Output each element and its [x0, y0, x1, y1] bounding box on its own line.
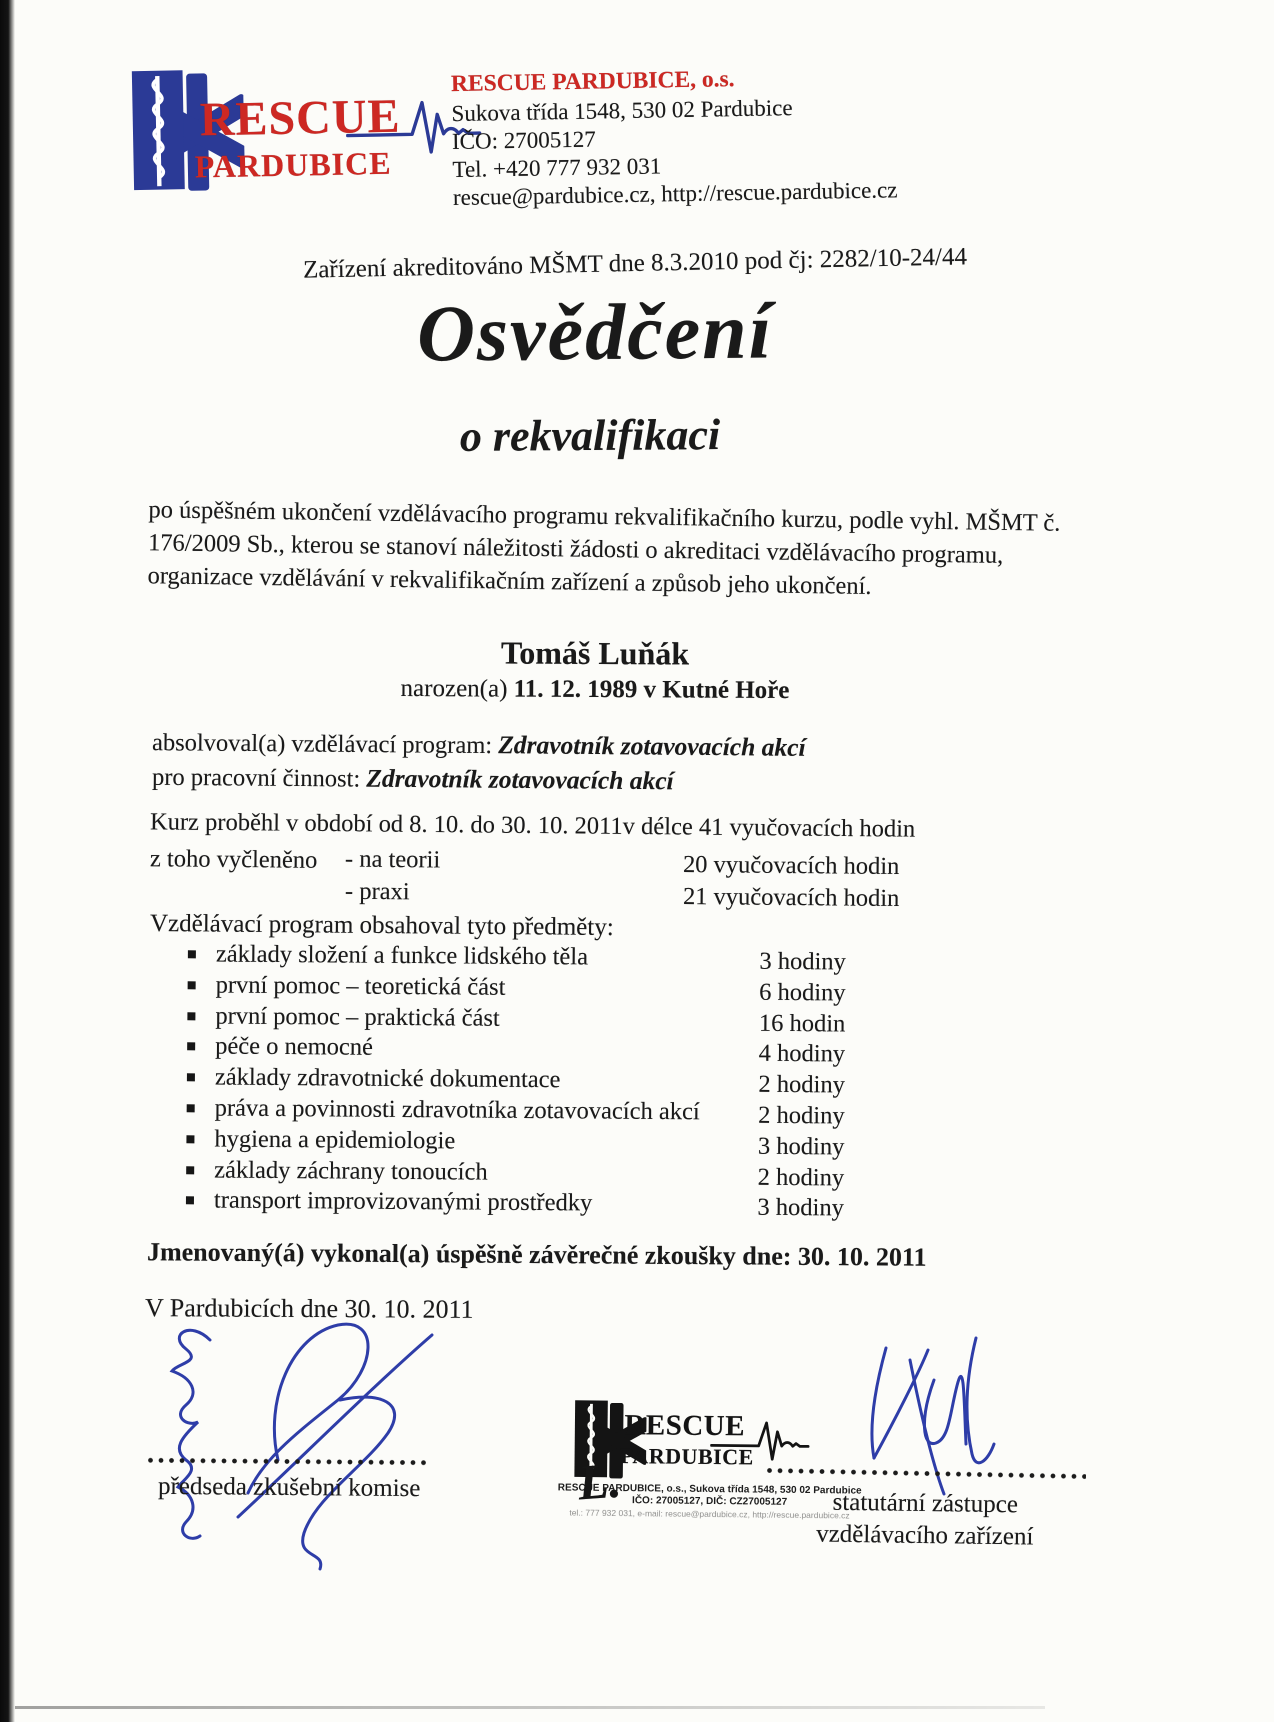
bullet-icon	[187, 1104, 195, 1112]
person-birth-line	[0, 673, 1190, 707]
program-occupation-line	[152, 762, 674, 797]
stamp-contact-line: tel.: 777 932 031, e-mail: rescue@pardubice.cz, http://rescue.pardubice.cz	[569, 1507, 850, 1521]
intro-paragraph	[147, 493, 1060, 606]
intro-line-3: organizace vzdělávání v rekvalifikačním zařízení a způsob jeho ukončení.	[147, 562, 872, 600]
program-completed-value: Zdravotník zotavovacích akcí	[498, 730, 806, 762]
subject-hours: 3 hodiny	[759, 947, 846, 976]
program-occupation-label: pro pracovní činnost:	[151, 763, 367, 793]
program-occupation-value: Zdravotník zotavovacích akcí	[366, 763, 674, 796]
course-period-line: Kurz proběhl v období od 8. 10. do 30. 10. 2011v délce 41 vyučovacích hodin	[149, 808, 916, 843]
subject-name: základy zdravotnické dokumentace	[214, 1063, 561, 1094]
subject-name: práva a povinnosti zdravotníka zotavovacích akcí	[214, 1094, 700, 1126]
subject-hours: 6 hodiny	[759, 978, 846, 1007]
document-title: Osvědčení	[416, 287, 774, 379]
subject-hours: 3 hodiny	[757, 1132, 845, 1161]
stamp-address-line: RESCUE PARDUBICE, o.s., Sukova třída 1548, 530 02 Pardubice	[557, 1482, 862, 1497]
stamp-ids-line: IČO: 27005127, DIČ: CZ27005127	[632, 1495, 788, 1508]
stamp-text-pardubice: PARDUBICE	[619, 1443, 754, 1470]
subject-name: první pomoc – teoretická část	[215, 971, 506, 1001]
ekg-line-stamp-icon	[710, 1412, 821, 1471]
subject-row	[148, 1186, 844, 1222]
document-subtitle: o rekvalifikaci	[459, 410, 721, 461]
intro-line-2: 176/2009 Sb., kterou se stanoví náležitosti žádosti o akreditaci vzdělávacího programu,	[147, 529, 1004, 569]
subject-name: hygiena a epidemiologie	[214, 1125, 456, 1155]
scan-bottom-shadow	[15, 1706, 1045, 1709]
org-ico: IČO: 27005127	[451, 126, 596, 155]
bullet-icon	[188, 950, 196, 958]
subject-name: první pomoc – praktická část	[215, 1002, 500, 1032]
theory-hours: 20 vyučovacích hodin	[682, 850, 900, 881]
role-right-line-1: statutární zástupce	[832, 1488, 1019, 1519]
born-value: 11. 12. 1989 v Kutné Hoře	[513, 675, 790, 705]
subject-name: základy složení a funkce lidského těla	[215, 940, 589, 971]
stamp-text-rescue: RESCUE	[624, 1409, 746, 1443]
allocation-label: z toho vyčleněno	[149, 845, 318, 874]
subject-hours: 2 hodiny	[758, 1070, 845, 1099]
role-label-right	[770, 1486, 1081, 1554]
place-date-line: V Pardubicích dne 30. 10. 2011	[144, 1293, 474, 1324]
role-right-line-2: vzdělávacího zařízení	[815, 1520, 1034, 1551]
org-name: RESCUE PARDUBICE, o.s.	[450, 66, 735, 98]
logo-text-pardubice: PARDUBICE	[194, 144, 392, 185]
subject-hours: 16 hodin	[758, 1009, 846, 1038]
subject-hours: 2 hodiny	[758, 1101, 845, 1130]
bullet-icon	[187, 1043, 195, 1051]
subject-hours: 4 hodiny	[758, 1040, 846, 1068]
bullet-icon	[187, 1073, 195, 1081]
practice-label: - praxi	[344, 877, 410, 906]
subjects-heading: Vzdělávací program obsahoval tyto předměty:	[149, 909, 614, 942]
person-name: Tomáš Luňák	[500, 634, 690, 672]
program-completed-label: absolvoval(a) vzdělávací program:	[151, 729, 499, 760]
bullet-icon	[187, 1012, 195, 1020]
subject-hours: 3 hodiny	[757, 1194, 845, 1222]
signature-left	[140, 1305, 470, 1575]
exam-result-line: Jmenovaný(á) vykonal(a) úspěšně závěrečné zkoušky dne: 30. 10. 2011	[146, 1237, 927, 1272]
org-address: Sukova třída 1548, 530 02 Pardubice	[451, 95, 793, 127]
letterhead-contact	[451, 53, 1034, 223]
bullet-icon	[186, 1135, 194, 1143]
org-phone: Tel. +420 777 932 031	[452, 153, 662, 183]
accreditation-line: Zařízení akreditováno MŠMT dne 8.3.2010 pod čj: 2282/10-24/44	[302, 243, 968, 284]
theory-label: - na teorii	[344, 845, 441, 874]
bullet-icon	[188, 981, 196, 989]
practice-hours: 21 vyučovacích hodin	[682, 882, 900, 913]
bullet-icon	[186, 1166, 194, 1174]
subject-name: transport improvizovanými prostředky	[213, 1186, 593, 1217]
role-label-left: předseda zkušební komise	[157, 1472, 421, 1503]
subjects-list	[148, 940, 846, 1223]
org-email-web: rescue@pardubice.cz, http://rescue.pardubice.cz	[452, 177, 898, 211]
subject-name: základy záchrany tonoucích	[214, 1156, 488, 1186]
logo-text-rescue: RESCUE	[199, 89, 401, 147]
program-completed-line	[152, 727, 806, 763]
intro-line-1: po úspěšném ukončení vzdělávacího programu rekvalifikačního kurzu, podle vyhl. MŠMT č.	[148, 496, 1061, 537]
born-label: narozen(a)	[400, 674, 514, 703]
handwritten-initial: L.	[576, 1451, 623, 1511]
subject-hours: 2 hodiny	[757, 1163, 845, 1192]
bullet-icon	[186, 1197, 194, 1205]
subject-name: péče o nemocné	[215, 1032, 374, 1062]
scan-edge-shadow	[0, 0, 15, 1722]
